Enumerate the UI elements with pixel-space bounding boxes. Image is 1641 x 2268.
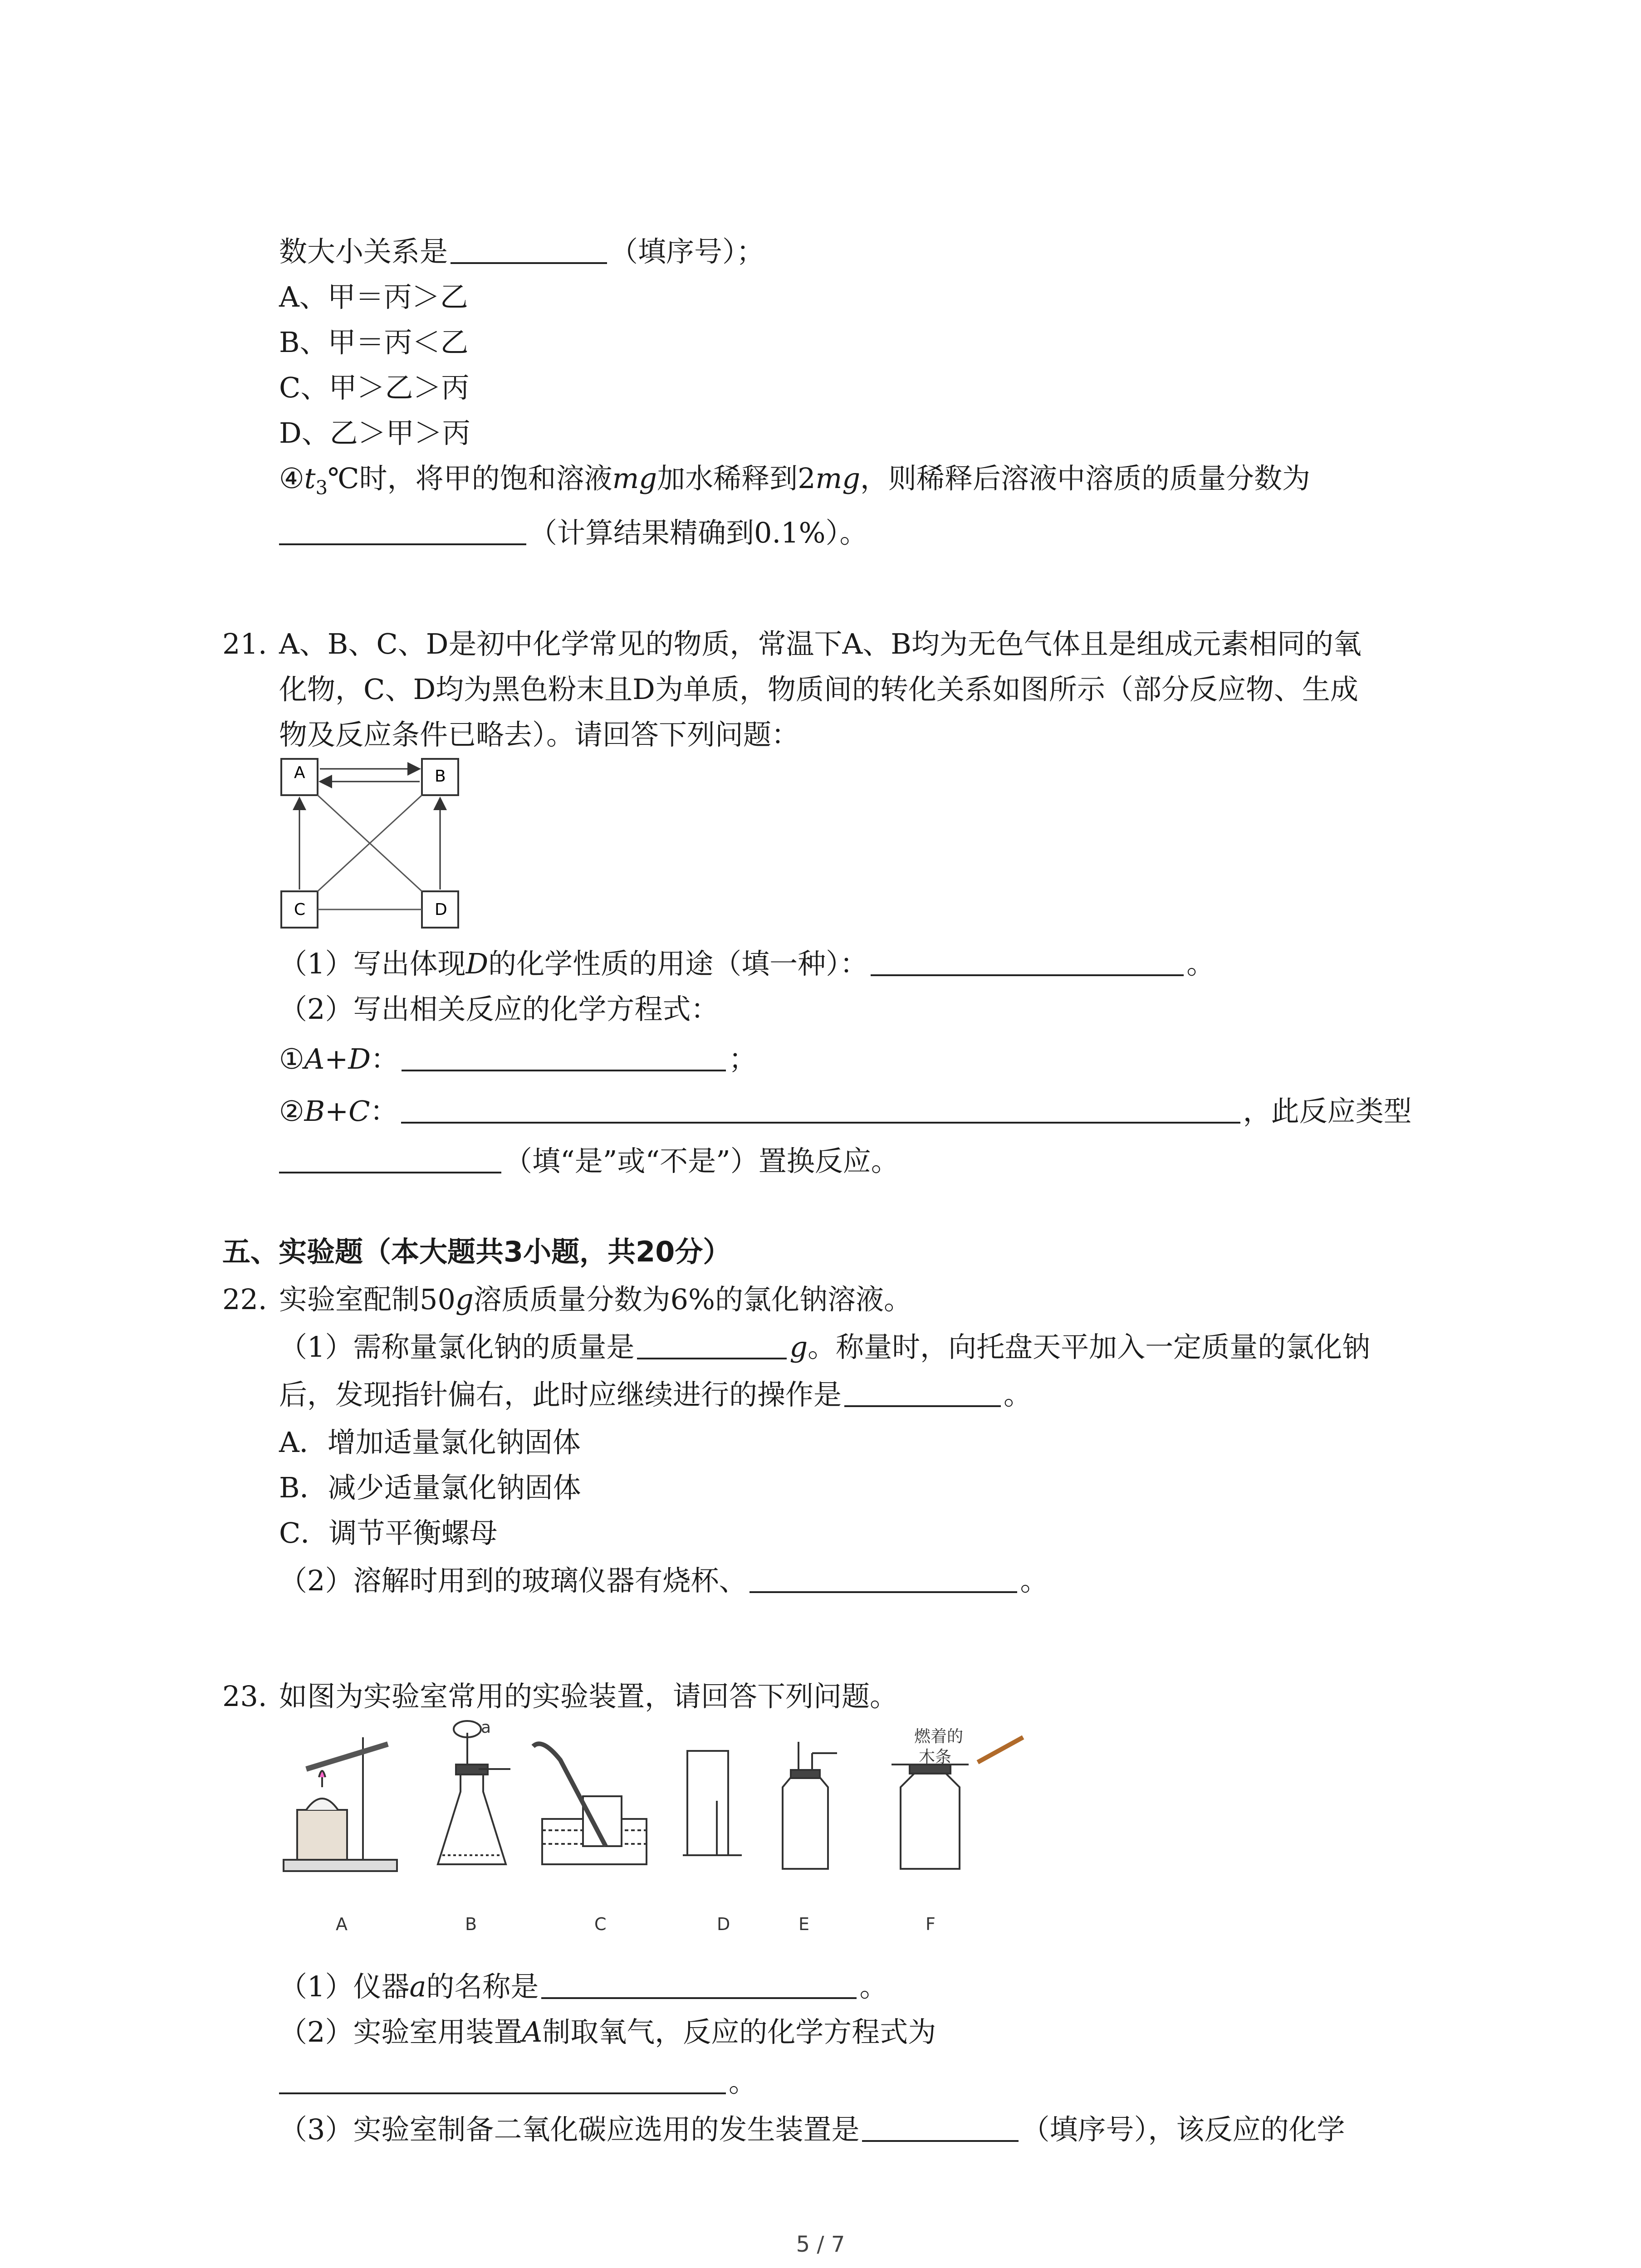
q20-option-c: C、甲＞乙＞丙 <box>279 371 470 404</box>
q21-line1: 21. A、B、C、D是初中化学常见的物质，常温下A、B均为无色气体且是组成元素相同的氧 <box>222 627 1362 660</box>
apparatus-c-water-trough <box>533 1744 647 1864</box>
apparatus-a-heating-setup <box>284 1737 397 1871</box>
q21-line2: 化物，C、D均为黑色粉末且D为单质，物质间的转化关系如图所示（部分反应物、生成 <box>279 673 1358 706</box>
answer-blank[interactable] <box>279 2064 726 2094</box>
apparatus-b-flask <box>438 1721 510 1864</box>
q23-sub2: （2）实验室用装置A制取氧气，反应的化学方程式为 <box>279 2015 936 2048</box>
q22-line1: 22. 实验室配制50g溶质质量分数为6%的氯化钠溶液。 <box>222 1283 912 1316</box>
apparatus-d-gas-jar <box>683 1751 742 1855</box>
label-a: a <box>481 1719 491 1737</box>
apparatus-f-gas-bottle <box>892 1737 1023 1869</box>
burning-stick-label-1: 燃着的 <box>914 1727 964 1746</box>
answer-blank[interactable] <box>637 1330 787 1359</box>
q20-option-a: A、甲＝丙＞乙 <box>279 280 468 313</box>
q22-sub2: （2）溶解时用到的玻璃仪器有烧杯、 。 <box>279 1564 1048 1597</box>
q22-sub1: （1）需称量氯化钠的质量是 g。称量时，向托盘天平加入一定质量的氯化钠 <box>279 1330 1371 1364</box>
burning-stick-label-2: 木条 <box>919 1748 952 1766</box>
q22-option-c: C．调节平衡螺母 <box>279 1516 498 1549</box>
answer-blank[interactable] <box>279 1144 501 1173</box>
apparatus-label-d: D <box>717 1914 730 1934</box>
answer-blank[interactable] <box>862 2112 1019 2142</box>
q20-sub4-line2: （计算结果精确到0.1%）。 <box>0 508 1641 558</box>
q20-line1: 数大小关系是 （填序号）； <box>279 235 765 268</box>
apparatus-label-b: B <box>465 1914 477 1934</box>
q20-option-b: B、甲＝丙＜乙 <box>279 326 469 359</box>
answer-blank[interactable] <box>749 1563 1017 1593</box>
q21-eq2-line2: （填“是”或“不是”）置换反应。 <box>0 1136 1641 1186</box>
apparatus-label-c: C <box>594 1914 607 1934</box>
answer-blank[interactable] <box>401 1094 1240 1124</box>
q21-relationship-diagram <box>279 755 470 937</box>
answer-blank[interactable] <box>541 1969 857 1999</box>
answer-blank[interactable] <box>844 1377 1001 1407</box>
apparatus-label-a: A <box>336 1914 348 1934</box>
apparatus-label-e: E <box>798 1914 810 1934</box>
q21-line3: 物及反应条件已略去）。请回答下列问题： <box>279 718 800 751</box>
q22-sub1-line2: 后，发现指针偏右，此时应继续进行的操作是 。 <box>279 1378 1032 1411</box>
q23-apparatus-figure <box>279 1719 1041 1946</box>
q23-line1: 23. 如图为实验室常用的实验装置，请回答下列问题。 <box>222 1680 898 1713</box>
apparatus-label-f: F <box>926 1914 936 1934</box>
q21-eq2: ②B+C： ，此反应类型 <box>279 1095 1412 1128</box>
q23-sub1: （1）仪器a的名称是 。 <box>279 1970 888 2003</box>
q20-sub4: $④t_3℃$时，将甲的饱和溶液mg加水稀释到2mg，则稀释后溶液中溶质的质量分数为 <box>279 462 1311 499</box>
q23-sub3: （3）实验室制备二氧化碳应选用的发生装置是 （填序号），该反应的化学 <box>279 2113 1345 2146</box>
answer-blank[interactable] <box>402 1041 726 1071</box>
node-a-label: A <box>294 763 305 782</box>
node-b-label: B <box>435 767 446 786</box>
answer-blank[interactable] <box>451 234 607 264</box>
q20-option-d: D、乙＞甲＞丙 <box>279 416 470 450</box>
node-c-label: C <box>294 900 306 919</box>
answer-blank[interactable] <box>871 946 1184 976</box>
q23-sub2-line2: 。 <box>0 2057 1641 2107</box>
page-number: 5 / 7 <box>796 2232 845 2257</box>
q21-eq1: ①A+D： ； <box>279 1042 757 1075</box>
q21-sub1: （1）写出体现D的化学性质的用途（填一种）： 。 <box>279 947 1215 980</box>
q22-option-b: B．减少适量氯化钠固体 <box>279 1471 581 1504</box>
q21-sub2: （2）写出相关反应的化学方程式： <box>279 992 719 1026</box>
q22-option-a: A．增加适量氯化钠固体 <box>279 1426 581 1459</box>
apparatus-e-gas-bottle <box>783 1742 837 1869</box>
section-title: 五、实验题（本大题共3小题，共20分） <box>222 1235 731 1268</box>
answer-blank[interactable] <box>279 515 526 545</box>
node-d-label: D <box>435 900 447 919</box>
